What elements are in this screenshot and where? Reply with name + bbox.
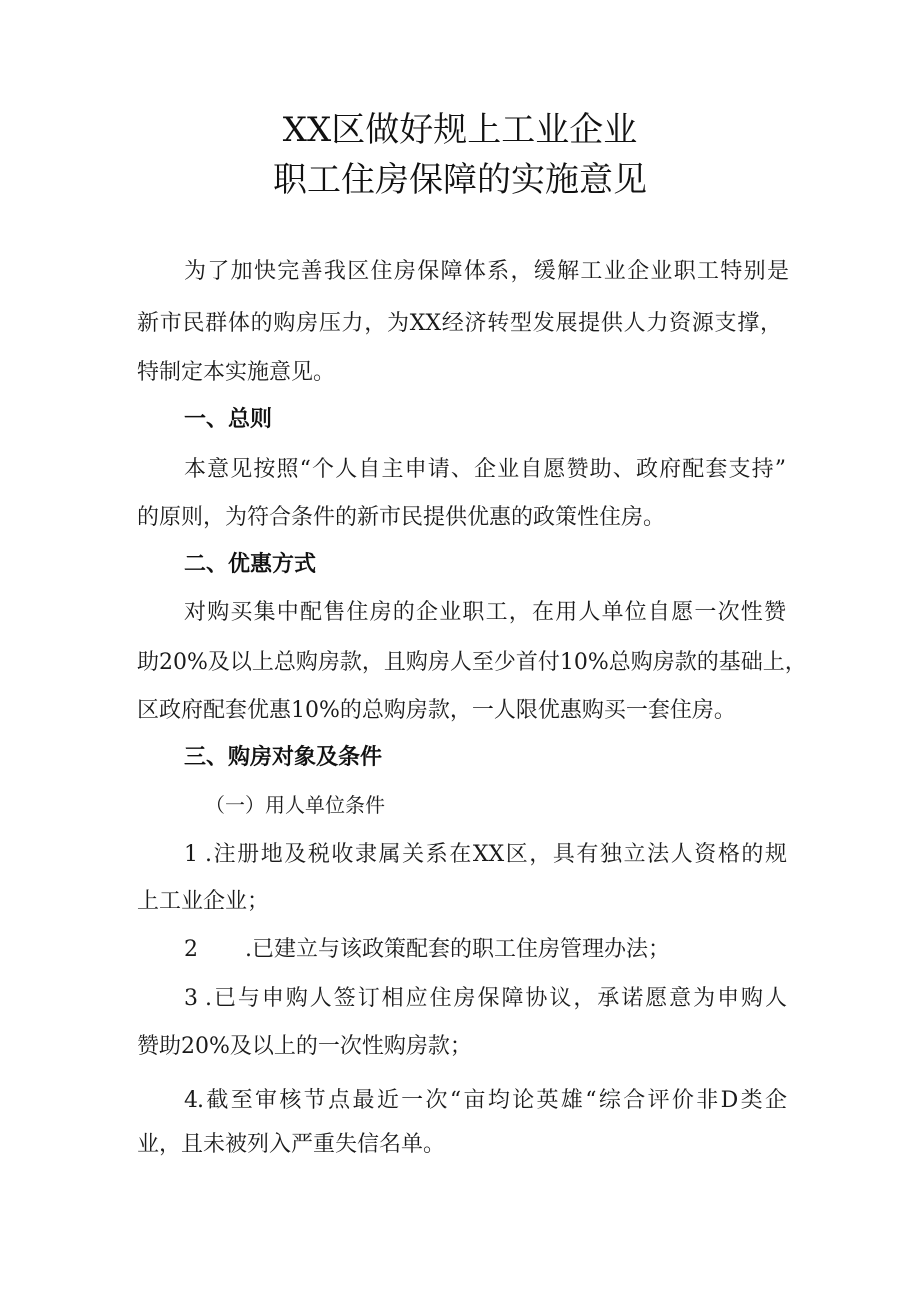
item-1-line-1: .注册地及税收隶属关系在XX区，具有独立法人资格的规: [205, 842, 787, 867]
intro-line-1: 为了加快完善我区住房保障体系，缓解工业企业职工特别是: [184, 259, 789, 284]
item-3-number: 3: [184, 986, 198, 1011]
item-4-line-1: .截至审核节点最近一次“亩均论英雄“综合评价非D类企: [197, 1088, 787, 1113]
item-4-line-2: 业，且未被列入严重失信名单。: [137, 1132, 446, 1157]
section-2-line-3: 区政府配套优惠10%的总购房款，一人限优惠购买一套住房。: [137, 698, 736, 723]
section-3-subheading: （一）用人单位条件: [205, 793, 385, 817]
item-1-line-2: 上工业企业；: [137, 889, 270, 914]
section-1-heading: 一、总则: [184, 407, 273, 432]
document-title-line-2: 职工住房保障的实施意见: [273, 160, 647, 200]
item-4-number: 4: [184, 1088, 198, 1113]
item-2-number: 2: [184, 937, 198, 962]
intro-line-3: 特制定本实施意见。: [137, 360, 336, 385]
section-1-line-1: 本意见按照“个人自主申请、企业自愿赞助、政府配套支持”: [184, 457, 786, 482]
item-3-line-2: 赞助20%及以上的一次性购房款；: [137, 1034, 472, 1059]
document-title-line-1: XX区做好规上工业企业: [282, 110, 638, 150]
section-3-heading: 三、购房对象及条件: [184, 745, 383, 770]
item-2-line-1: .已建立与该政策配套的职工住房管理办法；: [245, 937, 670, 962]
section-2-line-1: 对购买集中配售住房的企业职工，在用人单位自愿一次性赞: [184, 600, 786, 625]
section-2-line-2: 助20%及以上总购房款，且购房人至少首付10%总购房款的基础上，: [137, 650, 807, 675]
item-1-number: 1: [184, 842, 198, 867]
section-2-heading: 二、优惠方式: [184, 552, 317, 577]
section-1-line-2: 的原则，为符合条件的新市民提供优惠的政策性住房。: [137, 505, 666, 530]
item-3-line-1: .已与申购人签订相应住房保障协议，承诺愿意为申购人: [205, 986, 787, 1011]
intro-line-2: 新市民群体的购房压力，为XX经济转型发展提供人力资源支撑，: [137, 311, 782, 336]
